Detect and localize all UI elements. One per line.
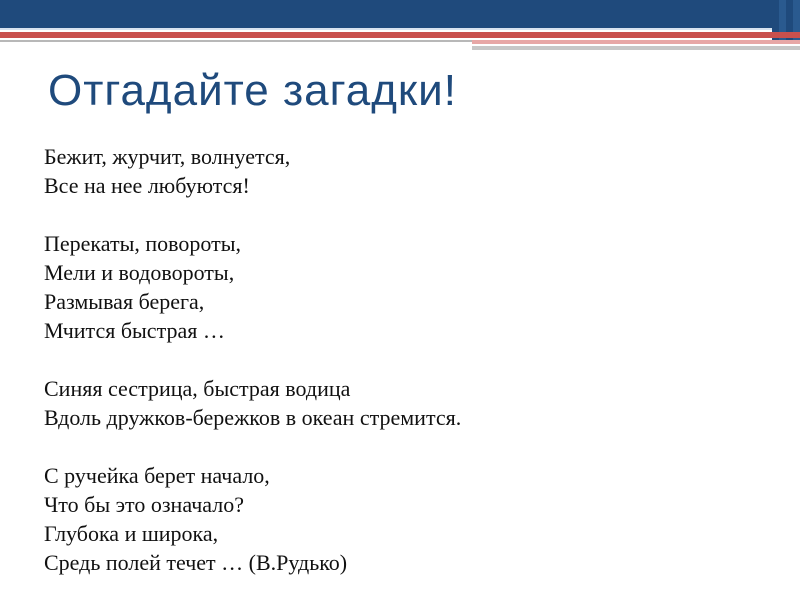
riddle-line: Бежит, журчит, волнуется, [44,144,291,169]
riddle-line: Мели и водовороты, [44,260,235,285]
riddle-line: Вдоль дружков-бережков в океан стремится. [44,405,462,430]
stanza-gap [44,432,784,461]
riddles-text [44,142,784,577]
header-divider [0,28,800,30]
riddle-line: С ручейка берет начало, [44,463,270,488]
header-band [0,0,800,28]
stanza-gap [44,345,784,374]
riddle-line: Средь полей течет … (В.Рудько) [44,550,348,575]
accent-stripe-gray-short [472,46,800,50]
accent-stripe-pink [472,40,800,44]
accent-stripe-red [0,32,800,38]
stanza-gap [44,200,784,229]
riddle-line: Размывая берега, [44,289,205,314]
slide-title: Отгадайте загадки! [48,66,457,115]
riddle-line: Мчится быстрая … [44,318,225,343]
riddle-line: Перекаты, повороты, [44,231,241,256]
riddle-line: Что бы это означало? [44,492,244,517]
riddle-line: Глубока и широка, [44,521,219,546]
riddle-line: Все на нее любуются! [44,173,250,198]
riddle-line: Синяя сестрица, быстрая водица [44,376,351,401]
